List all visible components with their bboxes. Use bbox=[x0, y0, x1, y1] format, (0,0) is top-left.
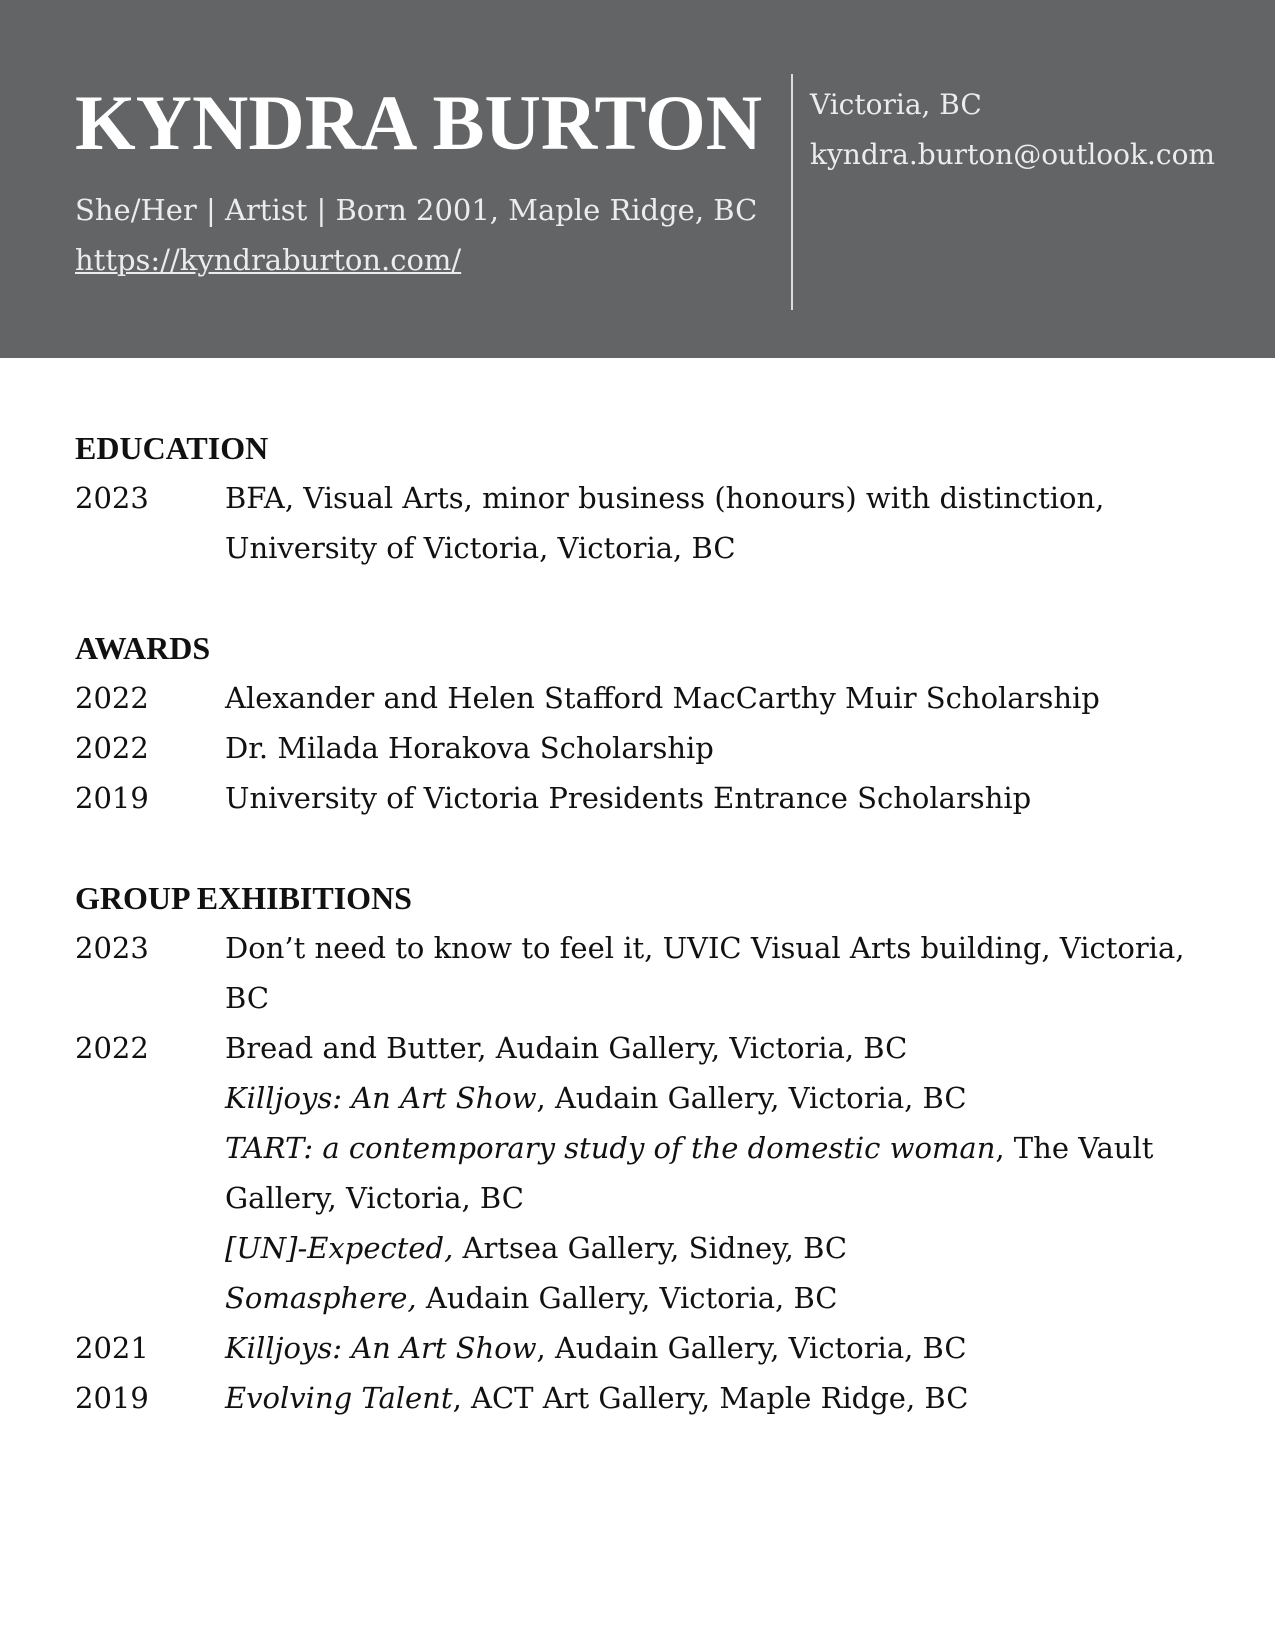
location: Victoria, BC bbox=[810, 88, 982, 121]
header-divider bbox=[791, 74, 793, 310]
entry-year: 2023 bbox=[75, 931, 149, 965]
entry-text: Dr. Milada Horakova Scholarship bbox=[225, 731, 714, 765]
entry-text bbox=[225, 1373, 1205, 1423]
exhibition-details: Artsea Gallery, Sidney, BC bbox=[453, 1231, 848, 1265]
entry-year: 2019 bbox=[75, 1381, 149, 1415]
entry-text: University of Victoria Presidents Entrance Scholarship bbox=[225, 781, 1032, 815]
entry-text bbox=[225, 1023, 1205, 1073]
contact-block bbox=[810, 80, 1215, 180]
header-banner bbox=[0, 0, 1275, 358]
education-section bbox=[75, 423, 1205, 573]
entry-year bbox=[75, 1223, 225, 1273]
exhibition-details: , Audain Gallery, Victoria, BC bbox=[536, 1081, 967, 1115]
entry-year: 2023 bbox=[75, 481, 149, 515]
section-title-education: EDUCATION bbox=[75, 430, 269, 466]
exhibition-title: Evolving Talent bbox=[225, 1381, 453, 1415]
exhibition-details: , The Vault Gallery, Victoria, BC bbox=[225, 1131, 1154, 1215]
tagline: She/Her | Artist | Born 2001, Maple Ridge, BC bbox=[75, 193, 758, 227]
exhibition-title: TART: a contemporary study of the domestic woman bbox=[225, 1131, 996, 1165]
award-entry bbox=[75, 723, 1205, 773]
entry-text bbox=[225, 1123, 1205, 1223]
website-link[interactable]: https://kyndraburton.com/ bbox=[75, 243, 462, 277]
exhibitions-section bbox=[75, 873, 1205, 1423]
resume-name: KYNDRA BURTON bbox=[75, 79, 763, 166]
exhibition-details: Audain Gallery, Victoria, BC bbox=[416, 1281, 838, 1315]
entry-year: 2022 bbox=[75, 1031, 149, 1065]
exhibition-details: , Audain Gallery, Victoria, BC bbox=[536, 1331, 967, 1365]
email-link[interactable]: kyndra.burton@outlook.com bbox=[810, 138, 1215, 171]
exhibition-entry bbox=[75, 1073, 1205, 1123]
entry-text bbox=[225, 1273, 1205, 1323]
exhibition-title: Killjoys: An Art Show bbox=[225, 1081, 537, 1115]
entry-text bbox=[225, 1323, 1205, 1373]
exhibition-details: Bread and Butter, Audain Gallery, Victoria, BC bbox=[225, 1031, 908, 1065]
entry-year: 2021 bbox=[75, 1331, 149, 1365]
entry-text bbox=[225, 1073, 1205, 1123]
exhibition-entry bbox=[75, 923, 1205, 1023]
award-entry bbox=[75, 673, 1205, 723]
awards-section bbox=[75, 623, 1205, 823]
exhibition-entry bbox=[75, 1023, 1205, 1073]
entry-year: 2022 bbox=[75, 681, 149, 715]
exhibition-entry bbox=[75, 1373, 1205, 1423]
exhibition-title: Killjoys: An Art Show bbox=[225, 1331, 537, 1365]
entry-year bbox=[75, 1123, 225, 1223]
entry-year: 2022 bbox=[75, 731, 149, 765]
education-entry bbox=[75, 473, 1205, 573]
exhibition-entry bbox=[75, 1223, 1205, 1273]
exhibition-details: , ACT Art Gallery, Maple Ridge, BC bbox=[452, 1381, 969, 1415]
entry-year bbox=[75, 1273, 225, 1323]
entry-text bbox=[225, 1223, 1205, 1273]
exhibition-title: Somasphere, bbox=[225, 1281, 417, 1315]
entry-text: BFA, Visual Arts, minor business (honours) with distinction, University of Victoria, Victoria, BC bbox=[225, 481, 1105, 565]
section-title-exhibitions: GROUP EXHIBITIONS bbox=[75, 880, 412, 916]
exhibition-entry bbox=[75, 1123, 1205, 1223]
exhibition-entry bbox=[75, 1323, 1205, 1373]
exhibition-title: [UN]-Expected, bbox=[225, 1231, 454, 1265]
entry-text bbox=[225, 923, 1205, 1023]
entry-text: Alexander and Helen Stafford MacCarthy Muir Scholarship bbox=[225, 681, 1100, 715]
exhibition-details: Don’t need to know to feel it, UVIC Visual Arts building, Victoria, BC bbox=[225, 931, 1185, 1015]
entry-year: 2019 bbox=[75, 781, 149, 815]
section-title-awards: AWARDS bbox=[75, 630, 211, 666]
entry-year bbox=[75, 1073, 225, 1123]
award-entry bbox=[75, 773, 1205, 823]
exhibition-entry bbox=[75, 1273, 1205, 1323]
